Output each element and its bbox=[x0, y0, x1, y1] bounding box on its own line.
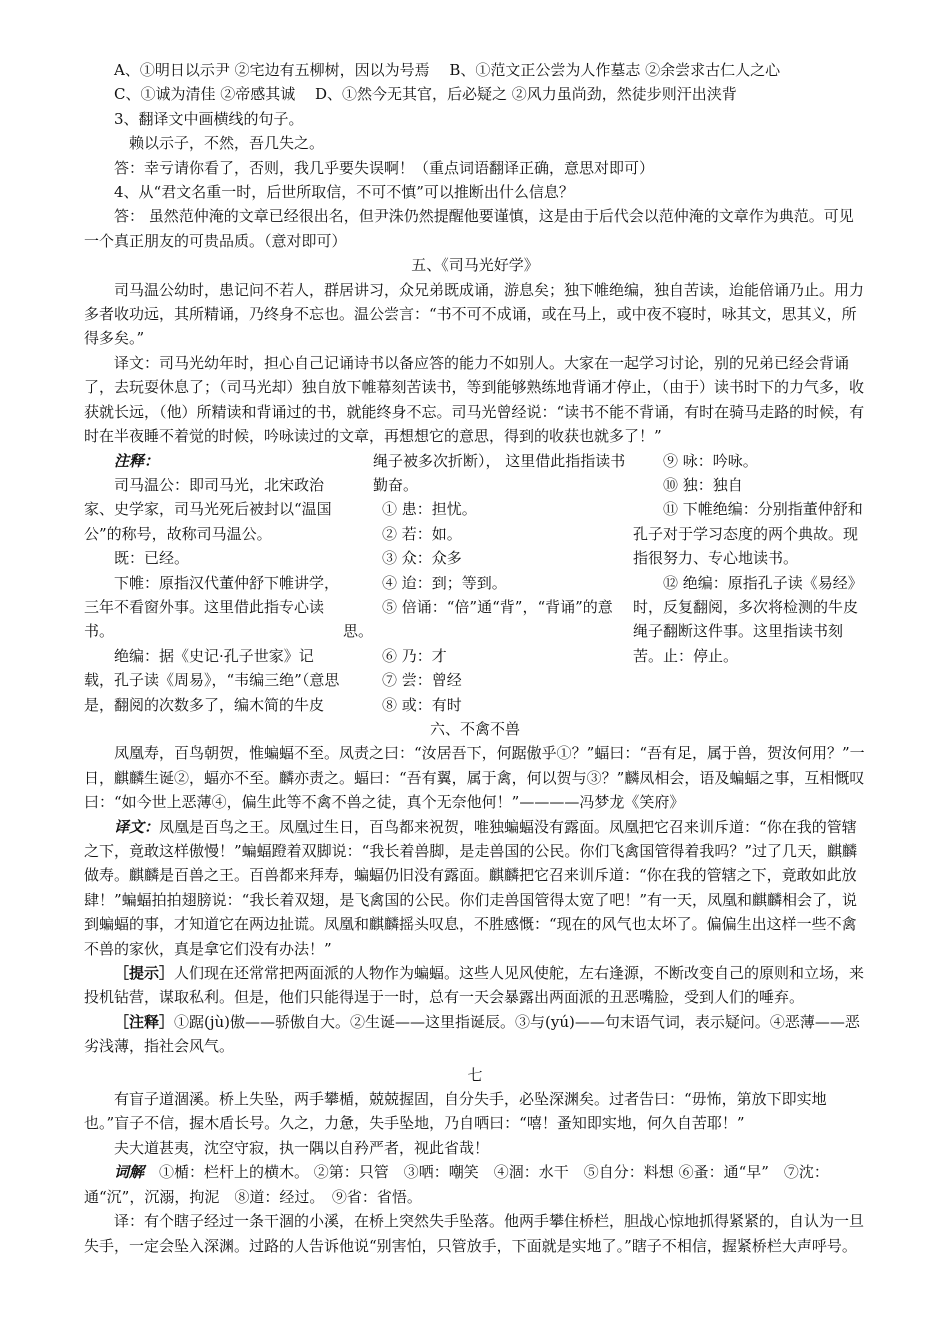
section-6-notes bbox=[84, 1010, 866, 1059]
gloss-body: ①楯：栏杆上的横木。 ②第：只管 ③哂：嘲笑 ④涸：水干 ⑤自分：料想 ⑥蚤：通“早” ⑦沈：通“沉”，沉溺，拘泥 ⑧道：经过。 ⑨省：省悟。 bbox=[84, 1163, 829, 1206]
question-3: 3、翻译文中画横线的句子。 bbox=[114, 109, 304, 128]
note-item: ⑤ 倍诵：“倍”通“背”，“背诵”的意思。 bbox=[343, 597, 613, 641]
section-5-notes bbox=[84, 449, 866, 717]
section-5-translation: 译文：司马光幼年时，担心自己记诵诗书以备应答的能力不如别人。大家在一起学习讨论，别的兄弟已经会背诵了，去玩耍休息了；（司马光却）独自放下帷幕刻苦读书，等到能够熟练地背诵才停止，（由于）读书时下的力气多，收获就长远，（他）所精读和背诵过的书，就能终身不忘。司马光曾经说：“读书不能不背诵，有时在骑马走路的时候，有时在半夜睡不着觉的时候，吟咏读过的文章，再想想它的意思，得到的收获也就多了！” bbox=[84, 353, 865, 446]
note-item: ⑪ 下帷绝编：分别指董仲舒和孔子对于学习态度的两个典故。现指很努力、专心地读书。 bbox=[633, 500, 863, 568]
section-6-translation bbox=[84, 815, 866, 961]
section-7-moral: 夫大道甚夷，沈空守寂，执一隅以自矜严者，视此省哉！ bbox=[114, 1138, 490, 1157]
question-3-answer: 答：幸亏请你看了，否则，我几乎要失误啊！（重点词语翻译正确，意思对即可） bbox=[114, 158, 655, 177]
section-6-tip bbox=[84, 961, 866, 1010]
section-7-title: 七 bbox=[467, 1065, 483, 1084]
choices-a-b: A、①明日以示尹 ②宅边有五柳树，因以为号焉 B、①范文正公尝为人作墓志 ②余尝求古仁人之心 bbox=[114, 61, 781, 79]
section-5-title: 五、《司马光好学》 bbox=[411, 256, 539, 275]
note-item: ③ 众：众多 bbox=[382, 549, 462, 568]
notes-column-3 bbox=[633, 449, 866, 717]
notes-column-1 bbox=[84, 449, 343, 717]
notes-label: ［注释］ bbox=[114, 1012, 175, 1031]
section-7-gloss bbox=[84, 1160, 866, 1209]
note-item: ⑦ 尝：曾经 bbox=[382, 671, 462, 690]
note-item: 绳子被多次折断）， 这里借此指指读书勤奋。 bbox=[373, 451, 626, 494]
section-7-translation: 译：有个瞎子经过一条干涸的小溪，在桥上突然失手坠落。他两手攀住桥栏，胆战心惊地抓得紧紧的，自认为一旦失手，一定会坠入深渊。过路的人告诉他说“别害怕，只管放手，下面就是实地了。”瞎子不相信，握紧桥栏大声呼号。 bbox=[84, 1212, 865, 1255]
note-item: ⑥ 乃：才 bbox=[382, 646, 447, 665]
tip-label: ［提示］ bbox=[114, 964, 175, 983]
choices-c-d: C、①诚为清佳 ②帝感其诚 D、①然今无其官，后必疑之 ②风力虽尚劲，然徒步则汗出浃背 bbox=[114, 85, 737, 104]
note-item: ④ 迨：到；等到。 bbox=[382, 573, 507, 592]
section-7-text: 有盲子道涸溪。桥上失坠，两手攀楯，兢兢握固，自分失手，必坠深渊矣。过者告曰：“毋怖，第放下即实地也。”盲子不信，握木盾长号。久之，力惫，失手坠地，乃自哂曰：“嘻！蚤知即实地，何久自苦耶！” bbox=[84, 1090, 827, 1133]
section-5-text: 司马温公幼时，患记问不若人，群居讲习，众兄弟既成诵，游息矣；独下帷绝编，独自苦读，迨能倍诵乃止。用力多者收功远，其所精诵，乃终身不忘也。温公尝言：“书不可不成诵，或在马上，或中夜不寝时，咏其文，思其义，所得多矣。” bbox=[84, 280, 865, 348]
notes-label: 注释： bbox=[114, 451, 160, 470]
section-6-title: 六、不禽不兽 bbox=[429, 719, 520, 738]
note-item: ⑧ 或：有时 bbox=[382, 695, 462, 714]
notes-body: ①踞(jù)傲——骄傲自大。②生诞——这里指诞辰。③与(yú)——句末语气词，表示疑问。④恶薄——恶劣浅薄，指社会风气。 bbox=[84, 1012, 860, 1056]
note-item: ⑨ 咏：吟咏。 bbox=[663, 451, 758, 470]
note-item: 司马温公：即司马光，北宋政治家、史学家，司马光死后被封以“温国公”的称号，故称司马温公。 bbox=[84, 475, 332, 543]
note-item: ① 患：担忧。 bbox=[382, 500, 477, 519]
notes-column-2 bbox=[343, 449, 633, 717]
note-item: ⑫ 绝编：原指孔子读《易经》时，反复翻阅，多次将检测的牛皮绳子翻断这件事。这里指读书刻苦。止：停止。 bbox=[633, 573, 863, 665]
note-item: 下帷：原指汉代董仲舒下帷讲学，三年不看窗外事。这里借此指专心读书。 bbox=[84, 573, 340, 641]
note-item: 绝编：据《史记·孔子世家》记载，孔子读《周易》，“韦编三绝”（意思是，翻阅的次数多了，编木简的牛皮 bbox=[84, 646, 340, 714]
translation-label: 译文： bbox=[114, 817, 160, 836]
question-3-sentence: 赖以示子，不然，吾几失之。 bbox=[129, 134, 325, 153]
translation-body: 凤凰是百鸟之王。凤凰过生日，百鸟都来祝贺，唯独蝙蝠没有露面。凤凰把它召来训斥道：“你在我的管辖之下，竟敢这样傲慢！”蝙蝠蹬着双脚说：“我长着兽脚，是走兽国的公民。你们飞禽国管得着我吗？”过了几天，麒麟做寿。麒麟是百兽之王。百兽都来拜寿，蝙蝠仍旧没有露面。麒麟把它召来训斥道：“你在我的管辖之下，竟敢如此放肆！”蝙蝠拍拍翅膀说：“我长着双翅，是飞禽国的公民。你们走兽国管得太宽了吧！”有一天，凤凰和麒麟相会了，说到蝙蝠的事，才知道它在两边扯谎。凤凰和麒麟摇头叹息，不胜感慨：“现在的风气也太坏了。偏偏生出这样一些不禽不兽的家伙，真是拿它们没有办法！” bbox=[84, 817, 858, 958]
gloss-label: 词解 bbox=[114, 1163, 145, 1182]
tip-body: 人们现在还常常把两面派的人物作为蝙蝠。这些人见风使舵，左右逢源，不断改变自己的原则和立场，来投机钻营，谋取私利。但是，他们只能得逞于一时，总有一天会暴露出两面派的丑恶嘴脸，受到人们的唾弃。 bbox=[84, 964, 865, 1007]
question-4: 4、从“君文名重一时，后世所取信，不可不慎”可以推断出什么信息？ bbox=[114, 183, 574, 202]
question-4-answer: 答： 虽然范仲淹的文章已经很出名，但尹洙仍然提醒他要谨慎，这是由于后代会以范仲淹的文章作为典范。可见一个真正朋友的可贵品质。（意对即可） bbox=[84, 207, 854, 250]
section-6-text: 凤凰寿，百鸟朝贺，惟蝙蝠不至。凤责之曰：“汝居吾下，何踞傲乎①？”蝠曰：“吾有足，属于兽，贺汝何用？”一日，麒麟生诞②，蝠亦不至。麟亦责之。蝠曰：“吾有翼，属于禽，何以贺与③？”麟凤相会，语及蝙蝠之事，互相慨叹曰：“如今世上恶薄④，偏生此等不禽不兽之徒，真个无奈他何！”————冯梦龙《笑府》 bbox=[84, 744, 865, 812]
note-item: 既：已经。 bbox=[114, 549, 190, 568]
note-item: ② 若：如。 bbox=[382, 524, 462, 543]
note-item: ⑩ 独：独自 bbox=[663, 475, 743, 494]
